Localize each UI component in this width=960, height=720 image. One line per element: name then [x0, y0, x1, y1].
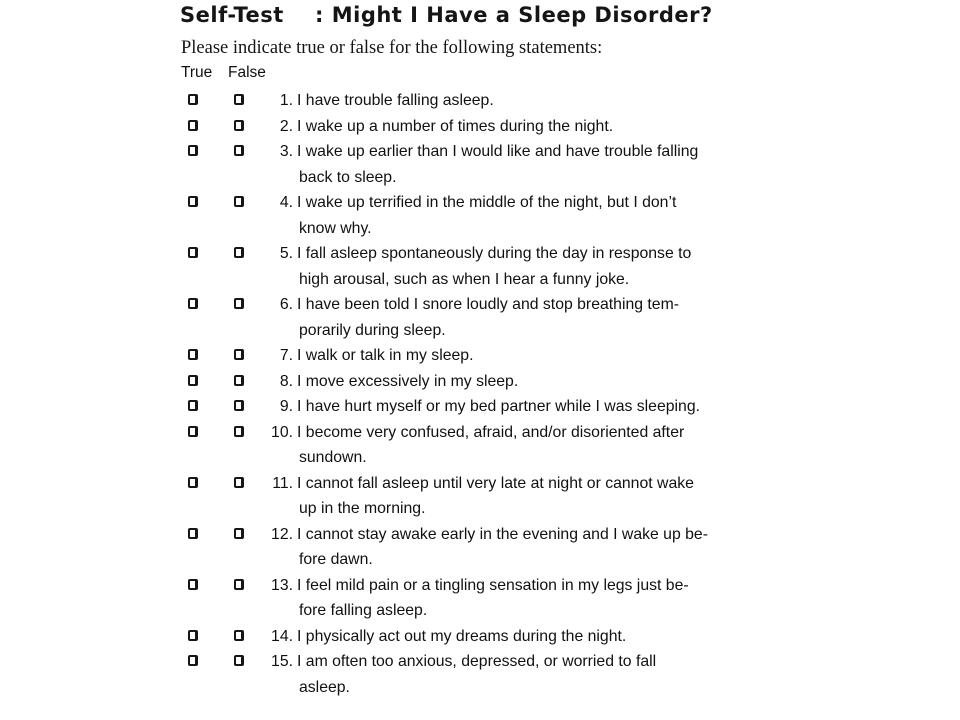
true-checkbox[interactable] [188, 349, 198, 360]
statement-line: I move excessively in my sleep. [297, 372, 519, 390]
statement-line: I become very confused, afraid, and/or disoriented after [297, 423, 685, 441]
statement-text [297, 114, 797, 140]
statement-line: I have trouble falling asleep. [297, 92, 494, 109]
statement-line: high arousal, such as when I hear a funny joke. [299, 270, 630, 288]
true-checkbox[interactable] [188, 145, 198, 156]
statement-text [297, 522, 797, 573]
page-title: Self-Test : Might I Have a Sleep Disorder? [180, 3, 713, 27]
false-checkbox[interactable] [234, 196, 244, 207]
true-checkbox[interactable] [188, 426, 198, 437]
true-checkbox[interactable] [188, 375, 198, 386]
true-checkbox[interactable] [188, 655, 198, 666]
false-checkbox[interactable] [234, 655, 244, 666]
statement-number: 7. [279, 347, 293, 364]
statement-line: I wake up terrified in the middle of the night, but I don’t [297, 194, 677, 211]
statement-text [297, 88, 797, 114]
statement-item [0, 241, 960, 292]
statement-item [0, 369, 960, 395]
true-checkbox[interactable] [188, 196, 198, 207]
statement-line: I am often too anxious, depressed, or worried to fall [297, 653, 657, 670]
statement-line: I cannot stay awake early in the evening and I wake up be- [297, 525, 708, 543]
statement-number: 3. [279, 143, 293, 160]
statement-item [0, 420, 960, 471]
true-checkbox[interactable] [188, 528, 198, 539]
false-checkbox[interactable] [234, 247, 244, 258]
statement-line: I wake up earlier than I would like and have trouble falling [297, 143, 699, 160]
statement-text [297, 624, 797, 650]
statement-number: 5. [279, 245, 293, 262]
statement-line: I feel mild pain or a tingling sensation in my legs just be- [297, 576, 689, 594]
statement-number: 12. [271, 525, 293, 543]
false-checkbox[interactable] [234, 477, 244, 488]
false-checkbox[interactable] [234, 145, 244, 156]
statement-item [0, 394, 960, 420]
true-checkbox[interactable] [188, 94, 198, 105]
statement-item [0, 292, 960, 343]
statement-text [297, 369, 797, 395]
statement-number: 13. [271, 576, 293, 594]
statement-item [0, 88, 960, 114]
statement-text [297, 343, 797, 369]
statement-number: 10. [271, 423, 293, 441]
column-headers [181, 62, 266, 84]
true-checkbox[interactable] [188, 120, 198, 131]
statement-number: 6. [279, 296, 293, 313]
false-checkbox[interactable] [234, 298, 244, 309]
statement-item [0, 190, 960, 241]
statement-item [0, 624, 960, 650]
statement-text [297, 292, 797, 343]
false-checkbox[interactable] [234, 579, 244, 590]
statement-number: 11. [272, 474, 293, 492]
statement-text [297, 190, 797, 241]
statement-line: I wake up a number of times during the night. [297, 117, 614, 135]
statement-line: sundown. [299, 449, 367, 466]
statement-text [297, 573, 797, 624]
statement-number: 15. [271, 653, 293, 670]
statement-item [0, 114, 960, 140]
statement-item [0, 343, 960, 369]
statement-line: back to sleep. [299, 168, 397, 186]
statement-list [0, 88, 960, 700]
true-checkbox[interactable] [188, 247, 198, 258]
false-checkbox[interactable] [234, 94, 244, 105]
statement-text [297, 471, 797, 522]
statement-line: fore dawn. [299, 551, 373, 568]
statement-line: porarily during sleep. [299, 321, 446, 339]
true-checkbox[interactable] [188, 400, 198, 411]
false-checkbox[interactable] [234, 426, 244, 437]
false-column-header: False [228, 64, 266, 81]
statement-text [297, 649, 797, 700]
statement-number: 9. [279, 398, 293, 415]
statement-line: fore falling asleep. [299, 602, 428, 619]
statement-item [0, 573, 960, 624]
statement-line: I physically act out my dreams during the night. [297, 627, 627, 645]
statement-text [297, 241, 797, 292]
false-checkbox[interactable] [234, 400, 244, 411]
statement-line: asleep. [299, 678, 350, 696]
statement-item [0, 471, 960, 522]
statement-item [0, 649, 960, 700]
true-checkbox[interactable] [188, 630, 198, 641]
instructions-text: Please indicate true or false for the following statements: [181, 38, 603, 58]
true-checkbox[interactable] [188, 298, 198, 309]
false-checkbox[interactable] [234, 528, 244, 539]
statement-text [297, 420, 797, 471]
statement-number: 14. [271, 627, 293, 645]
statement-line: up in the morning. [299, 500, 426, 517]
false-checkbox[interactable] [234, 630, 244, 641]
statement-line: know why. [299, 219, 372, 237]
statement-number: 4. [279, 194, 293, 211]
statement-line: I have been told I snore loudly and stop breathing tem- [297, 296, 680, 313]
statement-text [297, 139, 797, 190]
statement-text [297, 394, 797, 420]
statement-line: I walk or talk in my sleep. [297, 347, 474, 364]
true-checkbox[interactable] [188, 579, 198, 590]
true-column-header: True [181, 64, 213, 81]
statement-line: I cannot fall asleep until very late at night or cannot wake [297, 474, 694, 492]
true-checkbox[interactable] [188, 477, 198, 488]
statement-item [0, 139, 960, 190]
statement-line: I have hurt myself or my bed partner while I was sleeping. [297, 398, 701, 415]
statement-number: 8. [279, 372, 293, 390]
false-checkbox[interactable] [234, 120, 244, 131]
statement-line: I fall asleep spontaneously during the day in response to [297, 245, 692, 262]
false-checkbox[interactable] [234, 375, 244, 386]
statement-number: 1. [279, 92, 293, 109]
false-checkbox[interactable] [234, 349, 244, 360]
statement-number: 2. [279, 117, 293, 135]
statement-item [0, 522, 960, 573]
